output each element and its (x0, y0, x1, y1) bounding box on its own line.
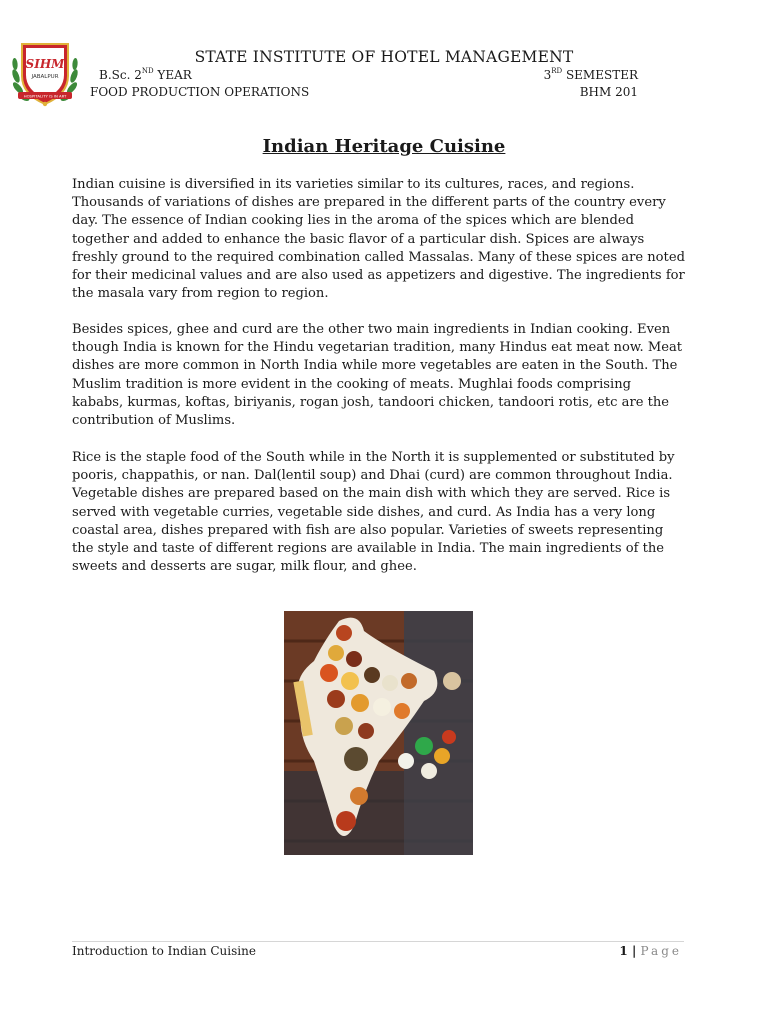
footer-divider (72, 941, 684, 942)
subject-code: BHM 201 (579, 85, 638, 99)
svg-text:SIHM: SIHM (25, 57, 65, 71)
institute-logo (10, 36, 80, 108)
institute-name: STATE INSTITUTE OF HOTEL MANAGEMENT (194, 48, 574, 66)
paragraph-1: Indian cuisine is diversified in its varieties similar to its cultures, races, and regions. Thousands of variations of dishes are prepared in the different parts of the country every day. The essence of Indian cooking lies in the aroma of the spices which are blended together and added to enhance the basic flavor of a particular dish. Spices are always freshly ground to the required combination called Massalas. Many of these spices are noted for their medicinal values and are also used as appetizers and digestive. The ingredients for the masala vary from region to region. (72, 177, 685, 302)
page-title: Indian Heritage Cuisine (262, 136, 506, 157)
program-year: B.Sc. 2ND YEAR (99, 67, 192, 82)
footer-title: Introduction to Indian Cuisine (72, 944, 256, 958)
paragraph-2: Besides spices, ghee and curd are the other two main ingredients in Indian cooking. Even though India is known for the Hindu vegetarian tradition, many Hindus eat meat now. Meat dishes are more common in North India while more vegetables are eaten in the South. The Muslim tradition is more evident in the cooking of meats. Mughlai foods comprising kababs, kurmas, koftas, biriyanis, rogan josh, tandoori chicken, tandoori rotis, etc are the contribution of Muslims. (72, 322, 683, 429)
svg-text:HOSPITALITY IS IN ART: HOSPITALITY IS IN ART (23, 93, 67, 99)
footer-page-number: 1 | Page (619, 944, 682, 958)
svg-text:JABALPUR: JABALPUR (31, 74, 59, 80)
semester: 3RD SEMESTER (543, 67, 638, 82)
thali-food-photo (284, 611, 473, 855)
paragraph-3: Rice is the staple food of the South while in the North it is supplemented or substituted by pooris, chappathis, or nan. Dal(lentil soup) and Dhai (curd) are common throughout India. Vegetable dishes are prepared based on the main dish with which they are served. Rice is served with vegetable curries, vegetable side dishes, and curd. As India has a very long coastal area, dishes prepared with fish are also popular. Varieties of sweets representing the style and taste of different regions are available in India. The main ingredients of the sweets and desserts are sugar, milk flour, and ghee. (72, 450, 675, 575)
subject-name: FOOD PRODUCTION OPERATIONS (90, 85, 310, 99)
